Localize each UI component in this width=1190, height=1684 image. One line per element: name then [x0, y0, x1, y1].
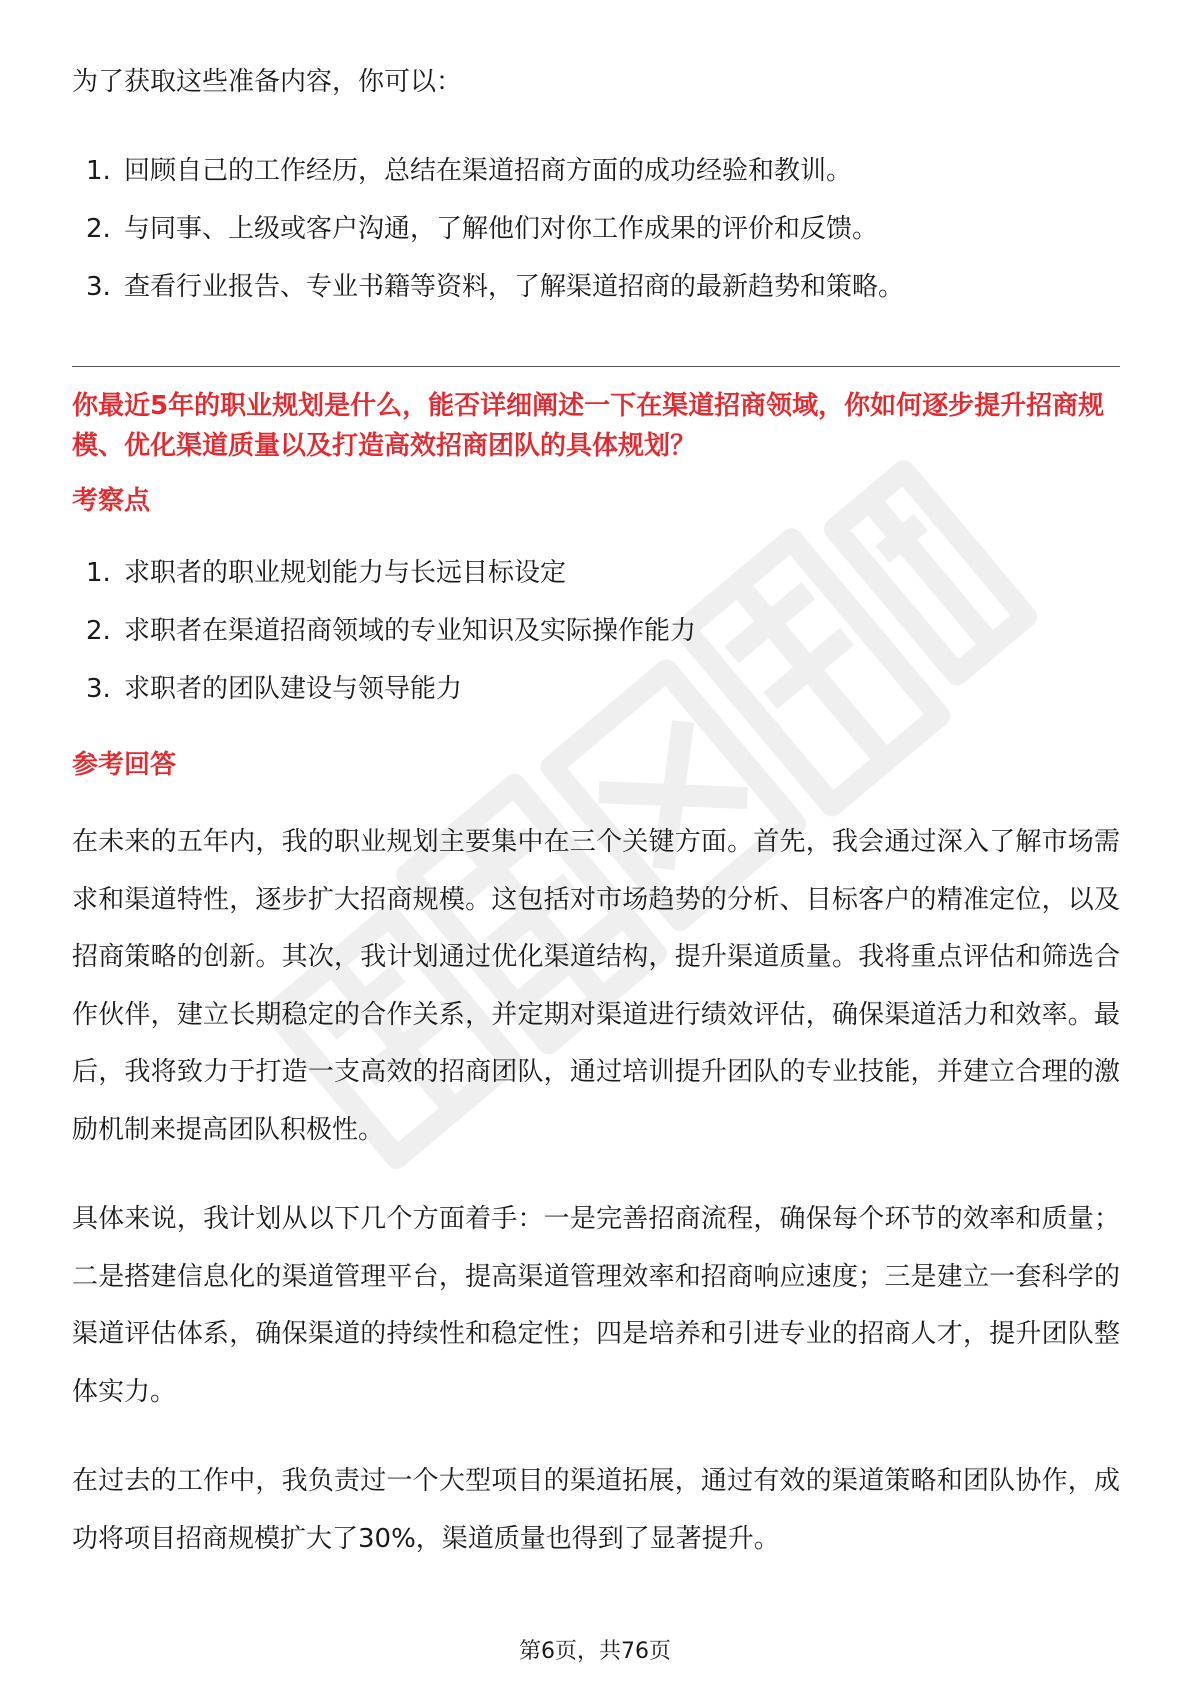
reference-answer-label: 参考回答 [72, 750, 177, 780]
list-number: 3. [86, 674, 111, 704]
list-item-text: 与同事、上级或客户沟通，了解他们对你工作成果的评价和反馈。 [124, 214, 879, 244]
list-item [72, 544, 696, 602]
intro-text: 为了获取这些准备内容，你可以： [72, 67, 463, 97]
list-number: 2. [86, 616, 111, 646]
list-item [72, 660, 696, 718]
list-item-text: 求职者在渠道招商领域的专业知识及实际操作能力 [124, 616, 697, 646]
focus-points-list [72, 544, 696, 718]
list-item-text: 回顾自己的工作经历，总结在渠道招商方面的成功经验和教训。 [124, 156, 853, 186]
page-number-footer: 第6页，共76页 [519, 1639, 671, 1664]
list-item [72, 258, 904, 316]
list-number: 1. [86, 156, 111, 186]
focus-points-label: 考察点 [72, 486, 151, 516]
page-content [72, 0, 1120, 1684]
section-divider [72, 366, 1120, 367]
list-item-text: 查看行业报告、专业书籍等资料，了解渠道招商的最新趋势和策略。 [124, 272, 905, 302]
list-number: 3. [86, 272, 111, 302]
list-item-text: 求职者的职业规划能力与长远目标设定 [124, 558, 567, 588]
list-item [72, 142, 904, 200]
question-heading: 你最近5年的职业规划是什么，能否详细阐述一下在渠道招商领域，你如何逐步提升招商规模、优化渠道质量以及打造高效招商团队的具体规划？ [72, 391, 1105, 461]
preparation-steps-list [72, 142, 904, 316]
list-item-text: 求职者的团队建设与领导能力 [124, 674, 463, 704]
answer-paragraph: 在过去的工作中，我负责过一个大型项目的渠道拓展，通过有效的渠道策略和团队协作，成功将项目招商规模扩大了30%，渠道质量也得到了显著提升。 [72, 1466, 1120, 1554]
list-number: 2. [86, 214, 111, 244]
answer-paragraph: 在未来的五年内，我的职业规划主要集中在三个关键方面。首先，我会通过深入了解市场需求和渠道特性，逐步扩大招商规模。这包括对市场趋势的分析、目标客户的精准定位，以及招商策略的创新。其次，我计划通过优化渠道结构，提升渠道质量。我将重点评估和筛选合作伙伴，建立长期稳定的合作关系，并定期对渠道进行绩效评估，确保渠道活力和效率。最后，我将致力于打造一支高效的招商团队，通过培训提升团队的专业技能，并建立合理的激励机制来提高团队积极性。 [72, 827, 1120, 1145]
answer-paragraph: 具体来说，我计划从以下几个方面着手：一是完善招商流程，确保每个环节的效率和质量；二是搭建信息化的渠道管理平台，提高渠道管理效率和招商响应速度；三是建立一套科学的渠道评估体系，确保渠道的持续性和稳定性；四是培养和引进专业的招商人才，提升团队整体实力。 [72, 1204, 1120, 1407]
list-number: 1. [86, 558, 111, 588]
list-item [72, 602, 696, 660]
list-item [72, 200, 904, 258]
